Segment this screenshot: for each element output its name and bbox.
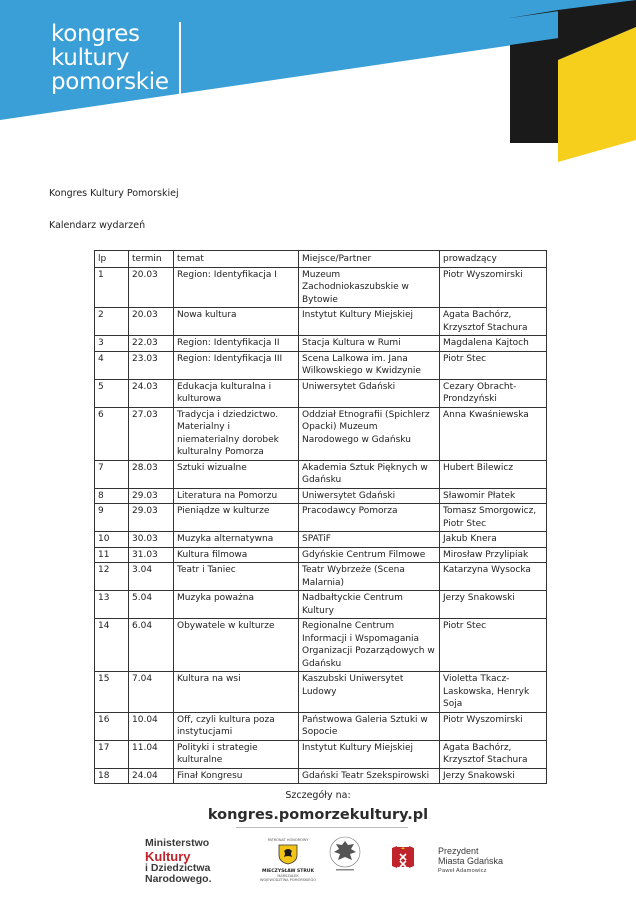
- header-prowadzacy: prowadzący: [440, 251, 547, 268]
- table-header-row: [95, 251, 547, 268]
- header-temat: temat: [174, 251, 299, 268]
- cell-prowadzacy: Tomasz Smorgowicz, Piotr Stec: [440, 504, 547, 532]
- cell-temat: Region: Identyfikacja III: [174, 351, 299, 379]
- cell-termin: 6.04: [129, 619, 174, 672]
- cell-miejsce: Nadbałtyckie Centrum Kultury: [299, 591, 440, 619]
- cell-miejsce: Kaszubski Uniwersytet Ludowy: [299, 672, 440, 713]
- president-line-1: Prezydent: [438, 846, 479, 856]
- cell-lp: 17: [95, 740, 129, 768]
- cell-prowadzacy: Mirosław Przylipiak: [440, 547, 547, 563]
- table-row: [95, 712, 547, 740]
- cell-lp: 8: [95, 488, 129, 504]
- table-row: [95, 740, 547, 768]
- cell-termin: 31.03: [129, 547, 174, 563]
- cell-miejsce: Muzeum Zachodniokaszubskie w Bytowie: [299, 267, 440, 308]
- cell-miejsce: Akademia Sztuk Pięknych w Gdańsku: [299, 460, 440, 488]
- cell-termin: 29.03: [129, 504, 174, 532]
- cell-temat: Teatr i Taniec: [174, 563, 299, 591]
- cell-lp: 6: [95, 407, 129, 460]
- cell-lp: 13: [95, 591, 129, 619]
- cell-lp: 5: [95, 379, 129, 407]
- cell-prowadzacy: Piotr Stec: [440, 351, 547, 379]
- cell-miejsce: Gdański Teatr Szekspirowski: [299, 768, 440, 784]
- cell-temat: Obywatele w kulturze: [174, 619, 299, 672]
- cell-temat: Kultura filmowa: [174, 547, 299, 563]
- table-row: [95, 591, 547, 619]
- cell-prowadzacy: Hubert Bilewicz: [440, 460, 547, 488]
- document-subtitle: Kalendarz wydarzeń: [49, 220, 146, 231]
- president-line-2: Miasta Gdańska: [438, 856, 504, 866]
- gdansk-president-logo: [438, 846, 503, 876]
- cell-temat: Region: Identyfikacja II: [174, 336, 299, 352]
- cell-temat: Finał Kongresu: [174, 768, 299, 784]
- url-underline: [236, 827, 408, 828]
- cell-lp: 11: [95, 547, 129, 563]
- document-title: Kongres Kultury Pomorskiej: [49, 188, 179, 199]
- cell-lp: 16: [95, 712, 129, 740]
- table-row: [95, 504, 547, 532]
- cell-termin: 10.04: [129, 712, 174, 740]
- cell-miejsce: Instytut Kultury Miejskiej: [299, 308, 440, 336]
- cell-lp: 18: [95, 768, 129, 784]
- cell-prowadzacy: Sławomir Płatek: [440, 488, 547, 504]
- cell-termin: 29.03: [129, 488, 174, 504]
- cell-termin: 20.03: [129, 267, 174, 308]
- cell-termin: 27.03: [129, 407, 174, 460]
- cell-termin: 28.03: [129, 460, 174, 488]
- cell-prowadzacy: Anna Kwaśniewska: [440, 407, 547, 460]
- cell-prowadzacy: Cezary Obracht-Prondzyński: [440, 379, 547, 407]
- cell-termin: 5.04: [129, 591, 174, 619]
- table-row: [95, 308, 547, 336]
- cell-lp: 1: [95, 267, 129, 308]
- table-row: [95, 379, 547, 407]
- cell-lp: 7: [95, 460, 129, 488]
- cell-temat: Nowa kultura: [174, 308, 299, 336]
- table-row: [95, 407, 547, 460]
- cell-termin: 11.04: [129, 740, 174, 768]
- cell-lp: 4: [95, 351, 129, 379]
- pomorskie-shield-icon: [277, 843, 299, 865]
- ministry-line-1: Ministerstwo: [145, 837, 210, 849]
- cell-temat: Region: Identyfikacja I: [174, 267, 299, 308]
- cell-miejsce: Oddział Etnografii (Spichlerz Opacki) Muzeum Narodowego w Gdańsku: [299, 407, 440, 460]
- cell-temat: Literatura na Pomorzu: [174, 488, 299, 504]
- cell-miejsce: SPATiF: [299, 532, 440, 548]
- cell-miejsce: Instytut Kultury Miejskiej: [299, 740, 440, 768]
- cell-temat: Kultura na wsi: [174, 672, 299, 713]
- details-label: Szczegóły na:: [285, 790, 351, 801]
- cell-termin: 24.04: [129, 768, 174, 784]
- table-row: [95, 267, 547, 308]
- ministry-line-4: Narodowego.: [145, 873, 212, 885]
- cell-prowadzacy: Agata Bachórz, Krzysztof Stachura: [440, 308, 547, 336]
- cell-temat: Tradycja i dziedzictwo. Materialny i niematerialny dorobek kulturalny Pomorza: [174, 407, 299, 460]
- cell-miejsce: Uniwersytet Gdański: [299, 379, 440, 407]
- cell-temat: Polityki i strategie kulturalne: [174, 740, 299, 768]
- website-link[interactable]: kongres.pomorzekultury.pl: [207, 807, 429, 823]
- cell-temat: Pieniądze w kulturze: [174, 504, 299, 532]
- cell-temat: Edukacja kulturalna i kulturowa: [174, 379, 299, 407]
- header-banner: [0, 0, 636, 170]
- cell-temat: Off, czyli kultura poza instytucjami: [174, 712, 299, 740]
- cell-prowadzacy: Katarzyna Wysocka: [440, 563, 547, 591]
- gdansk-coat-of-arms-icon: [388, 844, 418, 870]
- cell-prowadzacy: Piotr Stec: [440, 619, 547, 672]
- cell-lp: 10: [95, 532, 129, 548]
- events-table-body: [95, 267, 547, 784]
- cell-miejsce: Stacja Kultura w Rumi: [299, 336, 440, 352]
- cell-termin: 22.03: [129, 336, 174, 352]
- cell-temat: Sztuki wizualne: [174, 460, 299, 488]
- events-table: [94, 250, 547, 784]
- polish-eagle-icon: [327, 834, 363, 874]
- table-row: [95, 532, 547, 548]
- cell-termin: 7.04: [129, 672, 174, 713]
- cell-prowadzacy: Piotr Wyszomirski: [440, 267, 547, 308]
- cell-temat: Muzyka poważna: [174, 591, 299, 619]
- cell-lp: 3: [95, 336, 129, 352]
- cell-miejsce: Pracodawcy Pomorza: [299, 504, 440, 532]
- cell-miejsce: Uniwersytet Gdański: [299, 488, 440, 504]
- logo-line-2: kultury: [51, 45, 130, 71]
- logo-line-3: pomorskie: [51, 69, 169, 95]
- cell-miejsce: Regionalne Centrum Informacji i Wspomagania Organizacji Pozarządowych w Gdańsku: [299, 619, 440, 672]
- cell-miejsce: Państwowa Galeria Sztuki w Sopocie: [299, 712, 440, 740]
- ministry-line-2: Kultury: [145, 848, 191, 864]
- table-row: [95, 336, 547, 352]
- ministry-line-3: i Dziedzictwa: [145, 861, 211, 874]
- header-termin: termin: [129, 251, 174, 268]
- ministry-logo: [145, 838, 212, 886]
- cell-lp: 15: [95, 672, 129, 713]
- table-row: [95, 563, 547, 591]
- cell-prowadzacy: Jakub Knera: [440, 532, 547, 548]
- cell-prowadzacy: Jerzy Snakowski: [440, 768, 547, 784]
- table-row: [95, 547, 547, 563]
- marshal-role-1: MARSZAŁEK: [277, 874, 299, 878]
- table-row: [95, 672, 547, 713]
- marshal-patronage-logo: [253, 838, 323, 882]
- table-row: [95, 768, 547, 784]
- cell-prowadzacy: Jerzy Snakowski: [440, 591, 547, 619]
- cell-miejsce: Gdyńskie Centrum Filmowe: [299, 547, 440, 563]
- cell-lp: 9: [95, 504, 129, 532]
- cell-prowadzacy: Violetta Tkacz-Laskowska, Henryk Soja: [440, 672, 547, 713]
- cell-lp: 2: [95, 308, 129, 336]
- president-name: Paweł Adamowicz: [438, 868, 487, 874]
- cell-prowadzacy: Magdalena Kajtoch: [440, 336, 547, 352]
- cell-prowadzacy: Piotr Wyszomirski: [440, 712, 547, 740]
- marshal-role-2: WOJEWÓDZTWA POMORSKIEGO: [260, 878, 316, 882]
- cell-miejsce: Scena Lalkowa im. Jana Wilkowskiego w Kwidzynie: [299, 351, 440, 379]
- table-row: [95, 351, 547, 379]
- cell-termin: 23.03: [129, 351, 174, 379]
- header-lp: lp: [95, 251, 129, 268]
- patronage-label: PATRONAT HONOROWY: [267, 838, 309, 842]
- table-row: [95, 619, 547, 672]
- marshal-name: MIECZYSŁAW STRUK: [262, 869, 314, 874]
- header-miejsce: Miejsce/Partner: [299, 251, 440, 268]
- kongres-logo: [51, 22, 191, 94]
- cell-termin: 20.03: [129, 308, 174, 336]
- cell-lp: 14: [95, 619, 129, 672]
- cell-termin: 3.04: [129, 563, 174, 591]
- cell-prowadzacy: Agata Bachórz, Krzysztof Stachura: [440, 740, 547, 768]
- cell-lp: 12: [95, 563, 129, 591]
- cell-temat: Muzyka alternatywna: [174, 532, 299, 548]
- table-row: [95, 460, 547, 488]
- table-row: [95, 488, 547, 504]
- cell-miejsce: Teatr Wybrzeże (Scena Malarnia): [299, 563, 440, 591]
- logo-divider: [179, 22, 181, 94]
- cell-termin: 30.03: [129, 532, 174, 548]
- cell-termin: 24.03: [129, 379, 174, 407]
- logo-line-1: kongres: [51, 21, 140, 47]
